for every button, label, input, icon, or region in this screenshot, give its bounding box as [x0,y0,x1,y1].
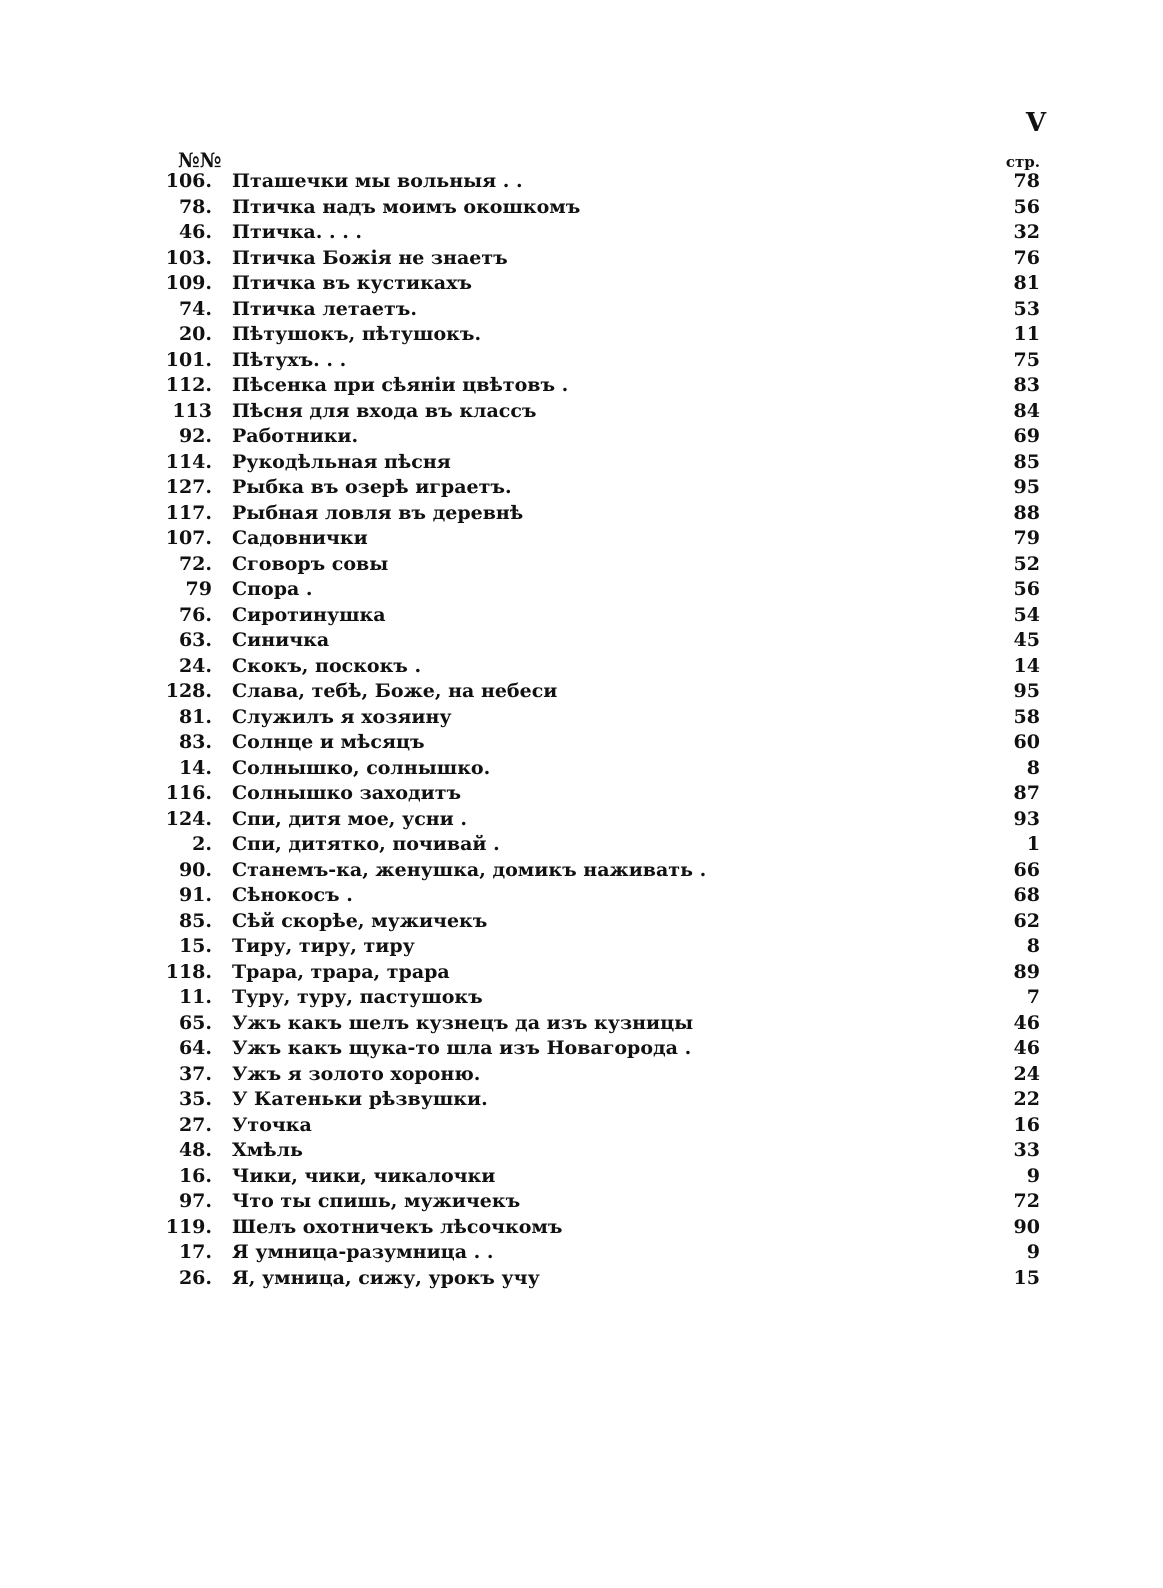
toc-entry [150,603,1040,629]
toc-entry [150,169,1040,195]
entry-number: 65. [178,1011,212,1034]
toc-entry [150,1113,1040,1139]
entry-title: Туру, туру, пастушокъ [232,986,483,1008]
entry-page: 32 [1013,221,1040,243]
entry-page: 46 [1013,1011,1040,1034]
toc-entry [150,348,1040,374]
entry-title: Солнышко, солнышко. [232,756,491,779]
entry-title: Спора . [232,578,313,600]
entry-page: 8 [1026,935,1040,957]
toc-entry [150,985,1040,1011]
toc-entry [150,1036,1040,1062]
entry-title: Сѣй скорѣе, мужичекъ [232,909,488,932]
entry-title: Пѣсня для входа въ классъ [232,399,537,422]
entry-page: 11 [1013,323,1040,345]
entry-page: 76 [1013,246,1040,269]
entry-number: 116. [165,782,212,804]
entry-title: Работники. [232,425,359,447]
entry-number: 11. [178,986,212,1008]
entry-number: 128. [165,680,212,702]
entry-title: Тиру, тиру, тиру [232,935,415,957]
toc-entry [150,552,1040,578]
entry-title: У Катеньки рѣзвушки. [232,1088,488,1110]
entry-title: Слава, тебѣ, Боже, на небеси [232,680,558,702]
toc-entry [150,1138,1040,1164]
entry-number: 16. [178,1164,212,1187]
entry-page: 58 [1013,705,1040,728]
toc-entry [150,756,1040,782]
entry-number: 24. [178,654,212,677]
toc-entry [150,1215,1040,1241]
toc-entry [150,909,1040,935]
entry-number: 91. [178,884,212,906]
entry-number: 72. [178,552,212,575]
page-number: V [1025,108,1046,138]
entry-number: 97. [178,1190,212,1212]
entry-number: 119. [165,1215,212,1238]
entry-page: 56 [1013,195,1040,218]
page-column-label: стр. [1005,153,1040,171]
entry-number: 79 [185,578,212,600]
entry-page: 1 [1026,833,1040,855]
entry-title: Спи, дитя мое, усни . [232,807,467,830]
entry-title: Садовнички [232,527,368,549]
entry-title: Что ты спишь, мужичекъ [232,1190,521,1212]
entry-title: Рыбная ловля въ деревнѣ [232,501,524,524]
entry-page: 62 [1013,909,1040,932]
toc-entry [150,1266,1040,1292]
entry-title: Синичка [232,629,330,651]
entry-page: 78 [1013,170,1040,192]
toc-entry [150,858,1040,884]
entry-page: 83 [1013,374,1040,396]
entry-title: Хмѣль [232,1139,303,1161]
entry-title: Рукодѣльная пѣсня [232,450,451,473]
entry-number: 78. [178,195,212,218]
entry-title: Шелъ охотничекъ лѣсочкомъ [232,1215,563,1238]
entry-page: 88 [1013,501,1040,524]
entry-page: 9 [1026,1241,1040,1263]
toc-entry [150,832,1040,858]
entry-title: Ужъ какъ щука-то шла изъ Новагорода . [232,1037,692,1059]
entry-title: Птичка надъ моимъ окошкомъ [232,195,581,218]
entry-title: Станемъ-ка, женушка, домикъ наживать . [232,858,707,881]
entry-title: Служилъ я хозяину [232,705,452,728]
entry-number: 85. [178,909,212,932]
entry-number: 101. [165,348,212,371]
entry-number: 103. [165,246,212,269]
entry-number: 109. [165,272,212,294]
toc-entry [150,934,1040,960]
toc-entry [150,246,1040,272]
entry-title: Солнышко заходитъ [232,782,462,804]
entry-page: 46 [1013,1037,1040,1059]
entry-page: 54 [1013,603,1040,626]
toc-entry [150,883,1040,909]
entry-number: 48. [178,1139,212,1161]
entry-title: Птичка. . . . [232,221,363,243]
entry-title: Пѣсенка при сѣяніи цвѣтовъ . [232,374,569,396]
entry-number: 15. [178,935,212,957]
entry-page: 89 [1013,960,1040,983]
entry-page: 72 [1013,1190,1040,1212]
entry-title: Пѣтушокъ, пѣтушокъ. [232,323,482,345]
entry-number: 14. [178,756,212,779]
entry-number: 127. [165,476,212,498]
toc-entry [150,654,1040,680]
entry-page: 14 [1013,654,1040,677]
entry-number: 76. [178,603,212,626]
entry-page: 87 [1013,782,1040,804]
entry-number: 107. [165,527,212,549]
entry-title: Ужъ какъ шелъ кузнецъ да изъ кузницы [232,1011,694,1034]
toc-entry [150,1164,1040,1190]
entry-title: Солнце и мѣсяцъ [232,731,425,753]
toc-entry [150,373,1040,399]
entry-number: 81. [178,705,212,728]
entry-page: 68 [1013,884,1040,906]
entry-page: 52 [1013,552,1040,575]
entry-number: 46. [178,221,212,243]
table-of-contents [150,169,1040,1291]
entry-number: 27. [178,1113,212,1136]
entry-title: Я, умница, сижу, урокъ учу [232,1266,540,1289]
toc-entry [150,526,1040,552]
entry-title: Спи, дитятко, почивай . [232,833,500,855]
entry-title: Уточка [232,1113,312,1136]
number-column-label: №№ [178,148,222,172]
entry-title: Рыбка въ озерѣ играетъ. [232,476,512,498]
toc-entry [150,501,1040,527]
toc-entry [150,475,1040,501]
toc-entry [150,195,1040,221]
toc-entry [150,450,1040,476]
toc-entry [150,1240,1040,1266]
entry-number: 106. [165,170,212,192]
toc-entry [150,577,1040,603]
toc-entry [150,220,1040,246]
entry-title: Пташечки мы вольныя . . [232,170,523,192]
entry-page: 95 [1013,476,1040,498]
entry-number: 114. [165,450,212,473]
entry-page: 22 [1013,1088,1040,1110]
entry-number: 83. [178,731,212,753]
entry-number: 37. [178,1062,212,1085]
entry-number: 118. [165,960,212,983]
entry-number: 26. [178,1266,212,1289]
toc-entry [150,297,1040,323]
entry-title: Пѣтухъ. . . [232,348,347,371]
toc-entry [150,271,1040,297]
entry-number: 35. [178,1088,212,1110]
entry-number: 92. [178,425,212,447]
entry-title: Я умница-разумница . . [232,1241,494,1263]
entry-title: Скокъ, поскокъ . [232,654,422,677]
entry-title: Сговоръ совы [232,552,389,575]
toc-entry [150,781,1040,807]
entry-title: Чики, чики, чикалочки [232,1164,496,1187]
entry-title: Птичка летаетъ. [232,297,417,320]
toc-entry [150,399,1040,425]
entry-page: 75 [1013,348,1040,371]
entry-number: 90. [178,858,212,881]
entry-title: Птичка въ кустикахъ [232,272,473,294]
entry-page: 8 [1026,756,1040,779]
toc-entry [150,807,1040,833]
entry-page: 90 [1013,1215,1040,1238]
entry-page: 95 [1013,680,1040,702]
toc-entry [150,705,1040,731]
entry-number: 20. [178,323,212,345]
entry-page: 16 [1013,1113,1040,1136]
entry-page: 79 [1013,527,1040,549]
toc-entry [150,1062,1040,1088]
entry-number: 112. [165,374,212,396]
entry-page: 24 [1013,1062,1040,1085]
entry-number: 63. [178,629,212,651]
toc-entry [150,322,1040,348]
toc-entry [150,960,1040,986]
entry-number: 113 [172,399,212,422]
entry-title: Трара, трара, трара [232,960,450,983]
entry-number: 124. [165,807,212,830]
entry-page: 7 [1026,986,1040,1008]
entry-title: Сѣнокосъ . [232,884,353,906]
entry-number: 64. [178,1037,212,1059]
toc-entry [150,1011,1040,1037]
entry-page: 81 [1013,272,1040,294]
entry-page: 53 [1013,297,1040,320]
entry-title: Сиротинушка [232,603,386,626]
toc-entry [150,424,1040,450]
entry-number: 117. [165,501,212,524]
entry-title: Птичка Божія не знаетъ [232,246,508,269]
entry-page: 84 [1013,399,1040,422]
toc-entry [150,628,1040,654]
toc-entry [150,1189,1040,1215]
toc-entry [150,1087,1040,1113]
entry-page: 93 [1013,807,1040,830]
entry-page: 45 [1013,629,1040,651]
entry-page: 69 [1013,425,1040,447]
entry-number: 2. [192,833,212,855]
entry-number: 74. [178,297,212,320]
entry-title: Ужъ я золото хороню. [232,1062,481,1085]
toc-entry [150,679,1040,705]
toc-entry [150,730,1040,756]
entry-page: 56 [1013,578,1040,600]
entry-page: 60 [1013,731,1040,753]
entry-page: 66 [1013,858,1040,881]
entry-number: 17. [178,1241,212,1263]
entry-page: 15 [1013,1266,1040,1289]
entry-page: 9 [1026,1164,1040,1187]
entry-page: 33 [1013,1139,1040,1161]
entry-page: 85 [1013,450,1040,473]
